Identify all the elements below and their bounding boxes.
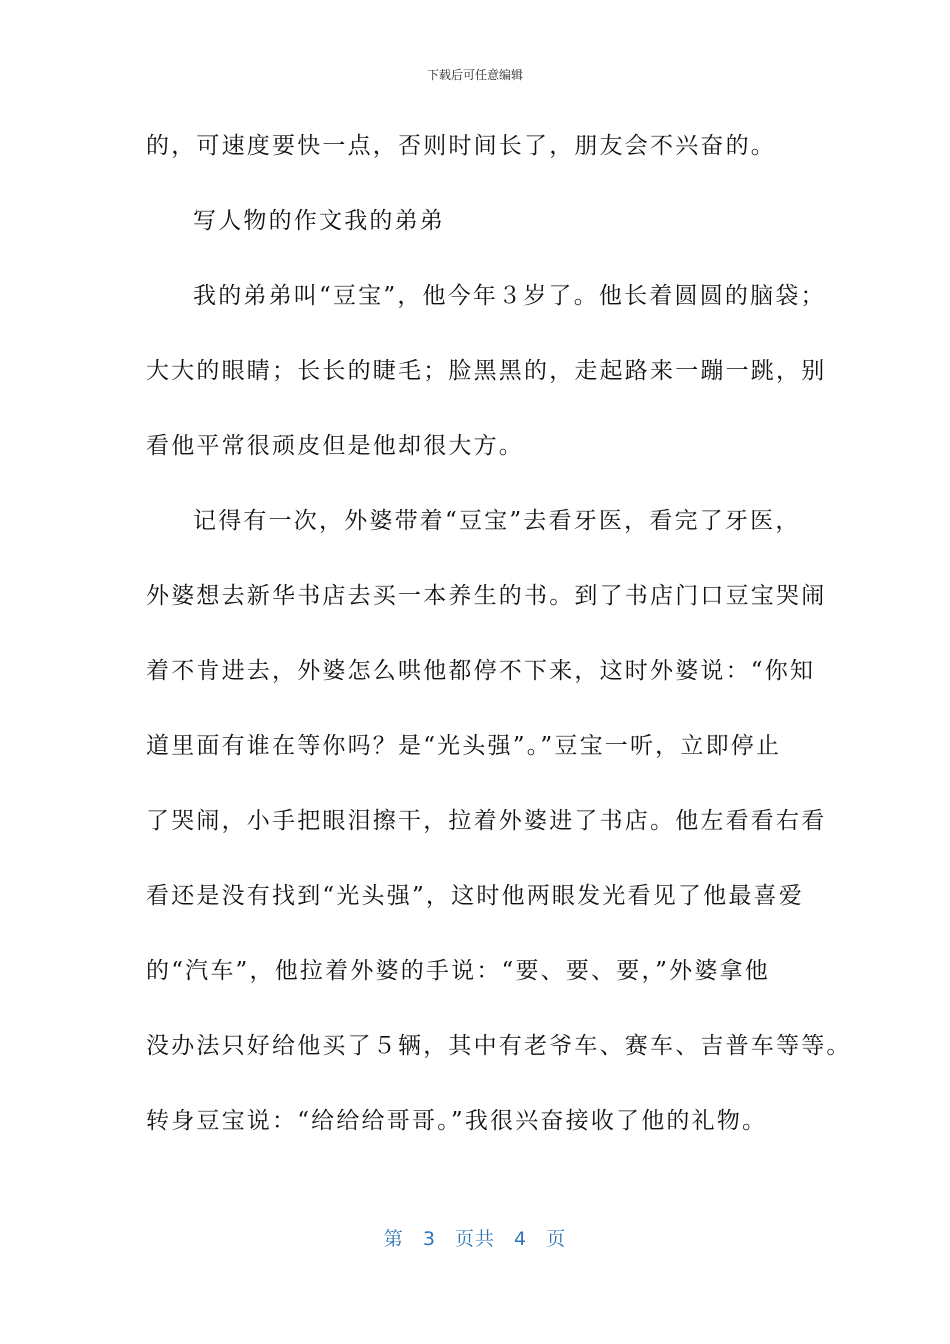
footer-page-number: 3 xyxy=(422,1228,436,1250)
text-line: 转身豆宝说：“给给给哥哥。”我很兴奋接收了他的礼物。 xyxy=(146,1108,768,1134)
footer-suffix: 页 xyxy=(546,1228,567,1250)
page-header: 下载后可任意编辑 xyxy=(426,68,523,82)
text-line: 大大的眼睛；长长的睫毛；脸黑黑的，走起路来一蹦一跳，别 xyxy=(146,358,827,384)
page-footer xyxy=(0,1224,950,1251)
text-line: 外婆想去新华书店去买一本养生的书。到了书店门口豆宝哭闹 xyxy=(146,583,827,609)
section-title: 写人物的作文我的弟弟 xyxy=(193,208,445,234)
text-line: 我的弟弟叫“豆宝”，他今年３岁了。他长着圆圆的脑袋； xyxy=(193,283,826,309)
text-line: 道里面有谁在等你吗？是“光头强”。”豆宝一听，立即停止 xyxy=(146,733,782,759)
text-line: 没办法只好给他买了５辆，其中有老爷车、赛车、吉普车等等。 xyxy=(146,1033,852,1059)
text-line: 的“汽车”，他拉着外婆的手说：“要、要、要，”外婆拿他 xyxy=(146,958,770,984)
document-body xyxy=(146,124,852,1174)
text-line: 着不肯进去，外婆怎么哄他都停不下来，这时外婆说：“你知 xyxy=(146,658,816,684)
footer-middle: 页共 xyxy=(454,1228,495,1250)
footer-prefix: 第 xyxy=(383,1228,404,1250)
text-line: 看他平常很顽皮但是他却很大方。 xyxy=(146,433,524,459)
text-line: 了哭闹，小手把眼泪擦干，拉着外婆进了书店。他左看看右看 xyxy=(146,808,827,834)
text-line: 记得有一次，外婆带着“豆宝”去看牙医，看完了牙医， xyxy=(193,508,801,534)
footer-total-pages: 4 xyxy=(514,1228,528,1250)
text-line: 看还是没有找到“光头强”，这时他两眼发光看见了他最喜爱 xyxy=(146,883,804,909)
text-line: 的，可速度要快一点，否则时间长了，朋友会不兴奋的。 xyxy=(146,133,776,159)
